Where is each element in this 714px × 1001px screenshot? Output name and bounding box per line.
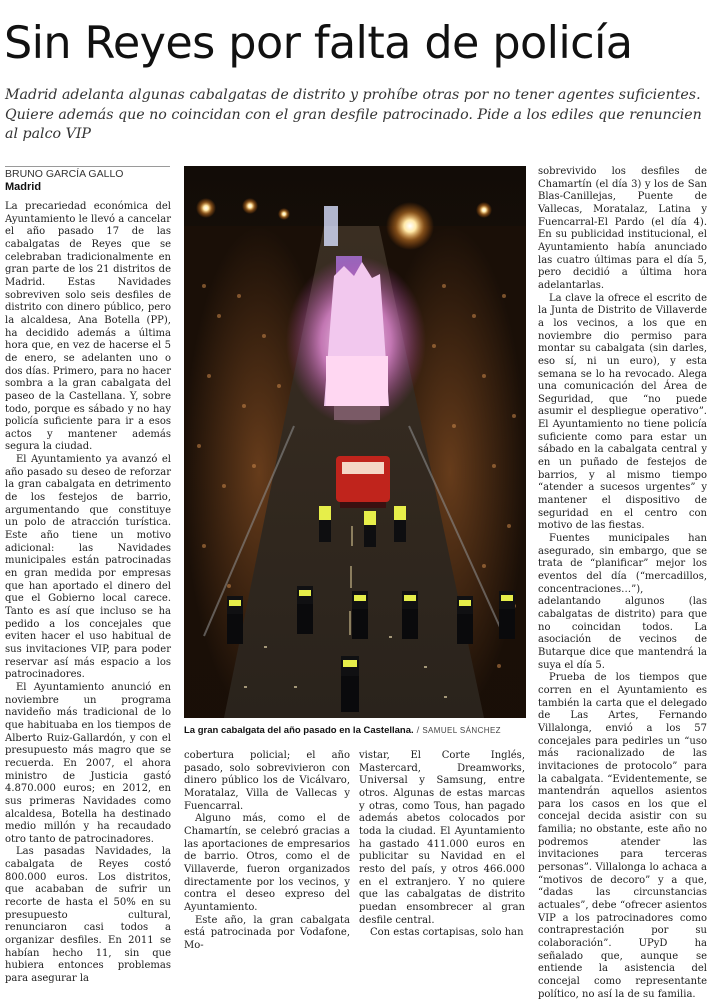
article-column-3: [359, 750, 525, 939]
news-photo: [184, 166, 526, 718]
article-column-2: [184, 750, 350, 951]
cabalgata-photo-illustration: [184, 166, 526, 718]
paragraph: El Ayuntamiento ya avanzó el año pasado su deseo de reforzar la gran cabalgata en detrimento de los festejos de barrio, argumentando que constituye un polo de atracción turística. Este año tiene un motivo adicional: las Navidades municipales están patrocinadas en gran medida por empresas que han aportado el dinero del que el Gobierno local carece. Tanto es así que incluso se ha pedido a los concejales que eviten hacer el uso habitual de sus invitaciones VIP, para poder reservar así más espacio a los patrocinadores.: [5, 454, 171, 681]
article-column-4: [538, 166, 707, 1000]
paragraph: Este año, la gran cabalgata está patrocinada por Vodafone, Mo-: [184, 914, 350, 951]
paragraph: La clave la ofrece el escrito de la Junta de Distrito de Villaverde a los vecinos, a los que en noviembre dio permiso para montar su cabalgata (sin darles, eso sí, ni un euro), y esta semana se lo ha revocado. Alega una comunicación del Área de Seguridad, que “no puede asumir el despliegue operativo”. El Ayuntamiento no tiene policía suficiente como para estar un sábado en la cabalgata central y en un puñado de festejos de barrios, y al mismo tiempo “atender a sucesos urgentes” y mantener el dispositivo de seguridad en el centro con motivo de las fiestas.: [538, 292, 707, 532]
paragraph: Fuentes municipales han asegurado, sin embargo, que se trata de “planificar” mejor los eventos del día (“mercadillos, concentraciones…”), adelantando algunos (las cabalgatas de distrito) para que no coincidan todos. La asociación de vecinos de Butarque dice que mantendrá la suya el día 5.: [538, 533, 707, 671]
paragraph: cobertura policial; el año pasado, solo sobrevivieron con dinero público los de Vicálvaro, Moratalaz, Villa de Vallecas y Fuencarral.: [184, 750, 350, 812]
headline: Sin Reyes por falta de policía: [4, 18, 633, 69]
paragraph: sobrevivido los desfiles de Chamartín (el día 3) y los de San Blas-Canillejas, Puente de Vallecas, Moratalaz, Latina y Fuencarral-El Pardo (el día 4). En su publicidad institucional, el Ayuntamiento había anunciado las cuatro últimas para el día 5, pero decidió a última hora adelantarlas.: [538, 166, 707, 291]
paragraph: Prueba de los tiempos que corren en el Ayuntamiento es también la carta que el delegado de Las Artes, Fernando Villalonga, envió a los 57 concejales para pedirles un “uso más racionalizado de las invitaciones de protocolo” para la cabalgata. “Evidentemente, se mantendrán aquellos asientos para los casos en los que el concejal decida asistir con su familia; no obstante, este año no podremos atender las invitaciones para terceras personas”. Villalonga lo achaca a “motivos de decoro” y a que, “dadas las circunstancias actuales”, debe “ofrecer asientos VIP a los patrocinadores como contraprestación por su colaboración”. UPyD ha señalado que, aunque se entiende la asistencia del concejal como representante político, no así la de su familia.: [538, 672, 707, 1000]
article-column-1: [5, 201, 171, 985]
photo-caption: [184, 724, 526, 737]
author-name: BRUNO GARCÍA GALLO: [5, 168, 124, 180]
photo-credit: SAMUEL SÁNCHEZ: [422, 726, 501, 735]
byline: [5, 166, 170, 194]
paragraph: Las pasadas Navidades, la cabalgata de Reyes costó 800.000 euros. Los distritos, que acababan de sufrir un recorte de hasta el 50% en su presupuesto cultural, renunciaron casi todos a organizar desfiles. En 2011 se habían hecho 11, sin que hubiera entonces problemas para asegurar la: [5, 846, 171, 985]
caption-separator: /: [416, 725, 420, 736]
paragraph: La precariedad económica del Ayuntamiento le llevó a cancelar el año pasado 17 de las cabalgatas de Reyes que se celebraban tradicionalmente en gran parte de los 21 distritos de Madrid. Estas Navidades sobreviven solo seis desfiles de distrito con dinero público, pero la alcaldesa, Ana Botella (PP), ha decidido además a última hora que, en vez de hacerse el 5 de enero, se adelanten uno o dos días. Primero, para no hacer sombra a la gran cabalgata del paseo de la Castellana. Y, sobre todo, porque es sábado y no hay policía suficiente para ir a esos actos y mantener además segura la ciudad.: [5, 201, 171, 453]
paragraph: El Ayuntamiento anunció en noviembre un programa navideño más tradicional de lo que habituaba en los tiempos de Alberto Ruiz-Gallardón, y con el presupuesto más magro que se recuerda. En 2007, el ahora ministro de Justicia gastó 4.870.000 euros; en 2012, en sus primeras Navidades como alcaldesa, Botella ha destinado medio millón y ha recaudado otro tanto de patrocinadores.: [5, 681, 171, 845]
subheadline: Madrid adelanta algunas cabalgatas de distrito y prohíbe otras por no tener agentes suficientes. Quiere además que no coincidan con el gran desfile patrocinado. Pide a los ediles que renuncien al palco VIP: [5, 87, 702, 142]
paragraph: Con estas cortapisas, solo han: [370, 927, 524, 939]
paragraph: Alguno más, como el de Chamartín, se celebró gracias a las aportaciones de empresarios de barrio. Otros, como el de Villaverde, fueron organizados directamente por los vecinos, y contra el deseo expreso del Ayuntamiento.: [184, 813, 350, 913]
paragraph: vistar, El Corte Inglés, Mastercard, Dreamworks, Universal y Samsung, entre otros. Algunas de estas marcas y otras, como Tous, han pagado además abetos colocados por toda la ciudad. El Ayuntamiento ha gastado 411.000 euros en publicitar su Navidad en el resto del país, y otros 466.000 en el extranjero. Y no quiere que las cabalgatas de distrito puedan ensombrecer al gran desfile central.: [359, 750, 525, 926]
dateline: Madrid: [5, 181, 42, 193]
caption-text: La gran cabalgata del año pasado en la Castellana.: [184, 725, 414, 736]
